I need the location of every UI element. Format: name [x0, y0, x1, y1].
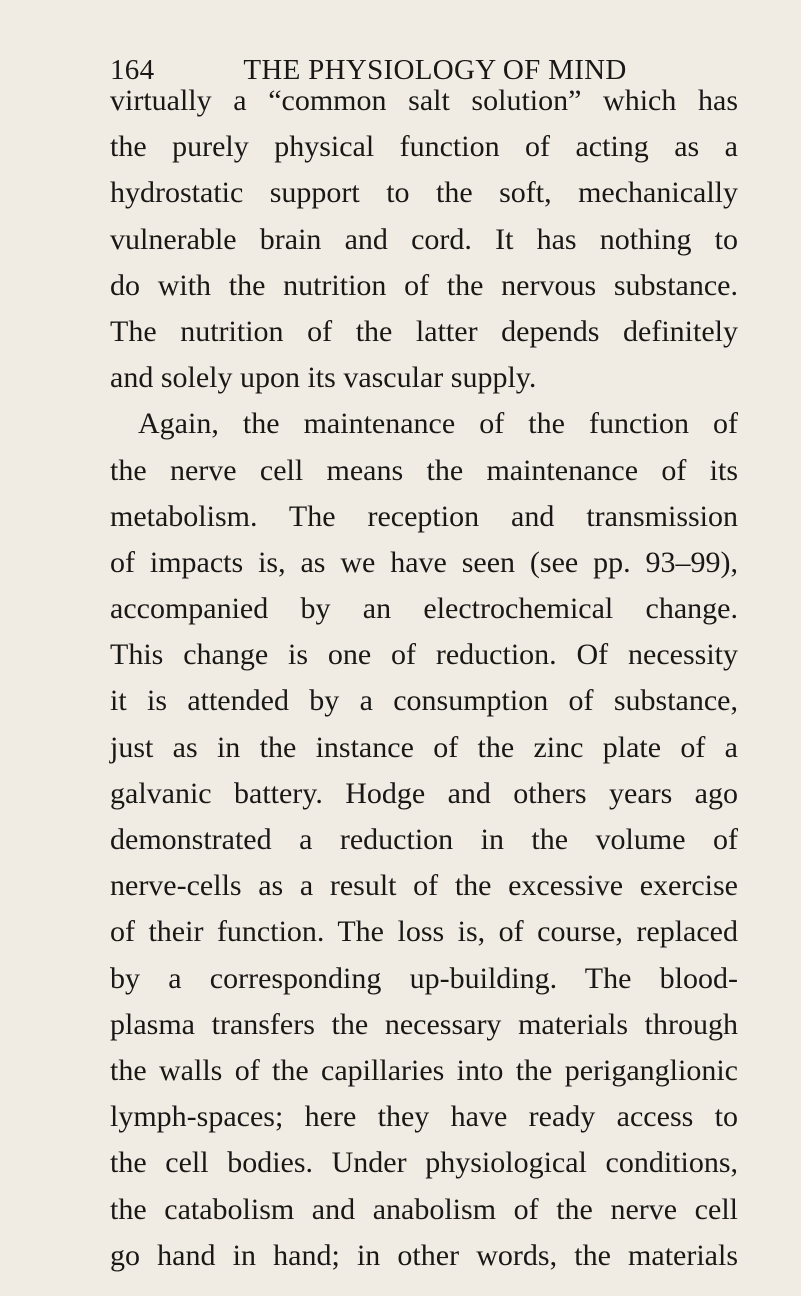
text-line: it is attended by a consumption of substance,: [110, 684, 738, 718]
text-line: of impacts is, as we have seen (see pp. 93–99),: [110, 545, 738, 579]
text-line: the purely physical function of acting as a: [110, 130, 738, 164]
text-line: the walls of the capillaries into the periganglionic: [110, 1053, 738, 1087]
text-line: the catabolism and anabolism of the nerve cell: [110, 1192, 738, 1226]
text-line: The nutrition of the latter depends definitely: [110, 314, 738, 348]
text-line: lymph-spaces; here they have ready access to: [110, 1100, 738, 1134]
page-number: 164: [110, 54, 155, 86]
text-line: just as in the instance of the zinc plate of a: [110, 730, 738, 764]
text-line: This change is one of reduction. Of necessity: [110, 638, 738, 672]
text-line: do with the nutrition of the nervous substance.: [110, 268, 738, 302]
text-line: plasma transfers the necessary materials through: [110, 1007, 738, 1041]
text-line: accompanied by an electrochemical change.: [110, 592, 738, 626]
text-line: demonstrated a reduction in the volume of: [110, 823, 738, 856]
body-text: [110, 78, 738, 1279]
text-line: galvanic battery. Hodge and others years ago: [110, 776, 738, 810]
book-title: THE PHYSIOLOGY OF MIND: [243, 54, 627, 86]
text-line: vulnerable brain and cord. It has nothing to: [110, 222, 738, 256]
text-line: the nerve cell means the maintenance of its: [110, 453, 738, 487]
text-line: metabolism. The reception and transmission: [110, 499, 738, 533]
text-line: hydrostatic support to the soft, mechanically: [110, 176, 738, 210]
text-line: by a corresponding up-building. The blood-: [110, 961, 738, 995]
text-line: of their function. The loss is, of course, replaced: [110, 915, 738, 949]
text-line: the cell bodies. Under physiological conditions,: [110, 1146, 738, 1180]
text-line: Again, the maintenance of the function of: [138, 407, 738, 441]
text-line: go hand in hand; in other words, the materials: [110, 1238, 738, 1272]
text-line: nerve-cells as a result of the excessive exercise: [110, 869, 738, 903]
text-line: and solely upon its vascular supply.: [110, 361, 537, 395]
text-line: virtually a “common salt solution” which has: [110, 84, 738, 117]
